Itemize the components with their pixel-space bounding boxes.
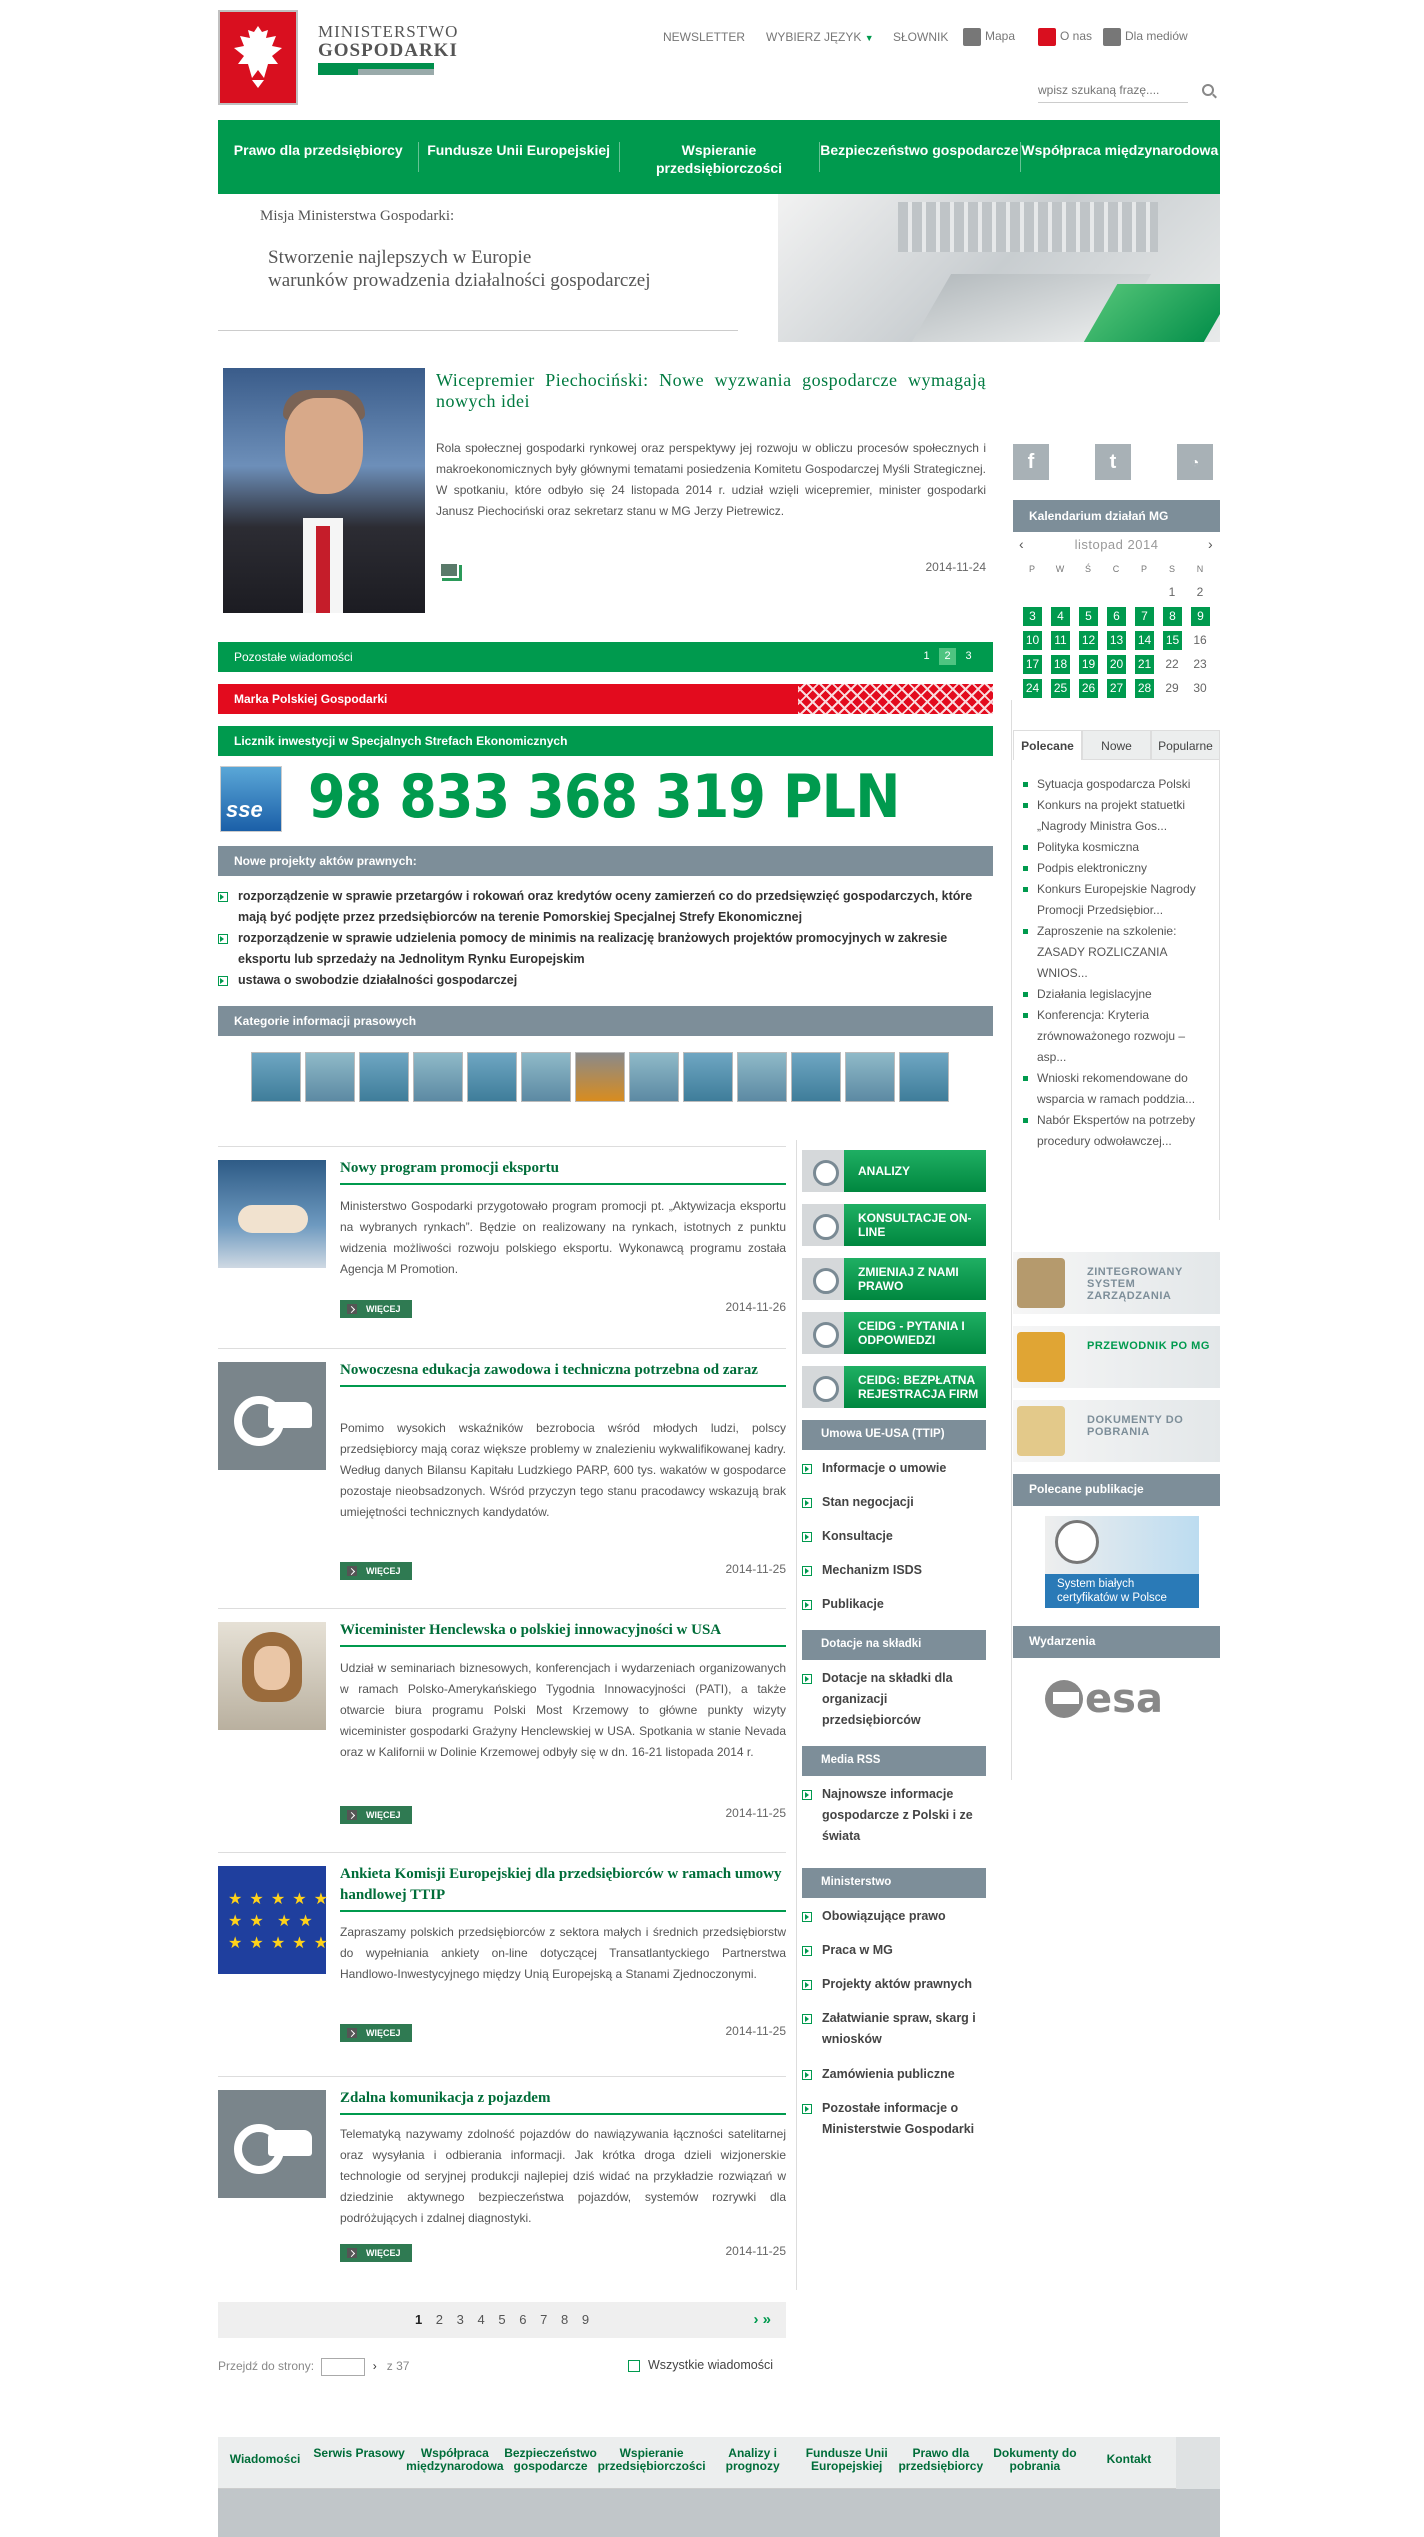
- footer-bottom: [218, 2489, 1220, 2537]
- calendar-day: [1102, 583, 1130, 602]
- gallery-icon[interactable]: [439, 562, 459, 578]
- calendar-day[interactable]: 3: [1023, 607, 1042, 626]
- page-link[interactable]: 1: [414, 2312, 423, 2327]
- page-link[interactable]: 7: [540, 2312, 548, 2327]
- social-links: [1013, 444, 1213, 480]
- page-link[interactable]: 8: [560, 2312, 569, 2327]
- ttip-link[interactable]: Informacje o umowie: [802, 1458, 986, 1479]
- brand-label: Marka Polskiej Gospodarki: [234, 692, 388, 706]
- calendar-day[interactable]: 18: [1051, 655, 1070, 674]
- nav-wspieranie[interactable]: Wspieranie przedsiębiorczości: [619, 120, 819, 194]
- calendar-day-header: N: [1196, 564, 1204, 574]
- calendar-day: 16: [1193, 633, 1207, 647]
- category-icon[interactable]: [791, 1052, 841, 1102]
- page-link[interactable]: 6: [519, 2312, 527, 2327]
- new-acts-bar: [218, 846, 993, 876]
- calendar-next-icon[interactable]: ›: [1208, 536, 1213, 552]
- category-icon[interactable]: [629, 1052, 679, 1102]
- news-title[interactable]: Nowoczesna edukacja zawodowa i techniczna potrzebna od zaraz: [340, 1360, 786, 1387]
- calendar-day[interactable]: 27: [1107, 679, 1126, 698]
- news-date: 2014-11-25: [725, 2244, 786, 2258]
- page-link[interactable]: 5: [498, 2312, 506, 2327]
- calendar-day-header: Ś: [1084, 564, 1091, 574]
- news-title[interactable]: Zdalna komunikacja z pojazdem: [340, 2088, 786, 2115]
- system-management-banner[interactable]: [1013, 1252, 1220, 1314]
- media-label: Dla mediów: [1125, 29, 1188, 44]
- chevron-down-icon: ▼: [864, 33, 874, 43]
- calendar-day[interactable]: 14: [1135, 631, 1154, 650]
- ttip-link[interactable]: Stan negocjacji: [802, 1492, 986, 1513]
- ministerstwo-link[interactable]: Zamówienia publiczne: [802, 2064, 986, 2085]
- certificates-label: System białych certyfikatów w Polsce: [1045, 1574, 1199, 1608]
- news-date: 2014-11-25: [725, 1806, 786, 1820]
- calendar-heading: Kalendarium działań MG: [1013, 500, 1220, 532]
- sse-logo[interactable]: sse: [220, 766, 282, 832]
- news-body: Pomimo wysokich wskaźników bezrobocia wśród młodych ludzi, polscy przedsiębiorcy mają coraz większe problemy w znalezieniu wykwalifikowanej kadry. Według danych Bilansu Kapitału Ludzkiego PARP, 600 tys. wakatów w gospodarce pozostaje nieobsadzonych. Wśród przyczyn tego stanu pracodawcy wskazują brak umiejętności technicznych kandydatów.: [340, 1421, 786, 1519]
- footer-link[interactable]: Kontakt: [1106, 2452, 1152, 2466]
- ceidg-faq-label: CEIDG - PYTANIA I ODPOWIEDZI: [858, 1319, 965, 1347]
- mission-slogan: [268, 246, 651, 292]
- calendar-grid: [1018, 564, 1214, 698]
- ministerstwo-link[interactable]: Załatwianie spraw, skarg i wniosków: [802, 2008, 986, 2050]
- more-button[interactable]: WIĘCEJ: [340, 1300, 412, 1318]
- other-news-bar[interactable]: [218, 642, 993, 672]
- category-icon[interactable]: [467, 1052, 517, 1102]
- footer-link[interactable]: Wiadomości: [229, 2452, 301, 2466]
- konsultacje-label: KONSULTACJE ON-LINE: [858, 1211, 972, 1239]
- mission-banner: [218, 194, 1220, 342]
- ceidg-register-button[interactable]: [802, 1366, 986, 1408]
- analizy-button[interactable]: [802, 1150, 986, 1192]
- counter-bar: [218, 726, 993, 756]
- esa-logo[interactable]: [1045, 1676, 1175, 1726]
- search-input[interactable]: [1038, 79, 1178, 101]
- divider: [218, 1608, 786, 1609]
- goto-page-input[interactable]: [321, 2358, 365, 2376]
- more-button[interactable]: WIĘCEJ: [340, 1562, 412, 1580]
- category-icon[interactable]: [845, 1052, 895, 1102]
- recommended-link[interactable]: Nabór Ekspertów na potrzeby procedury odwoławczej...: [1013, 1110, 1209, 1152]
- promo-label: ZINTEGROWANY SYSTEM ZARZĄDZANIA: [1087, 1266, 1183, 1302]
- news-body: Udział w seminariach biznesowych, konferencjach i wydarzeniach organizowanych w ramach Polsko-Amerykańskiego Tygodnia Innowacyjności (PATI), a także otwarcie biura programu Polski Most Krzemowy to główne punkty wizyty wiceminister gospodarki Grażyny Henclewskiej w USA. Spotkania w stanie Nevada oraz w Kalifornii w Dolinie Krzemowej odbyły się w dn. 16-21 listopada 2014 r.: [340, 1661, 786, 1759]
- calendar-day[interactable]: 20: [1107, 655, 1126, 674]
- esa-ring-icon: [1045, 1680, 1083, 1718]
- photo-tie: [316, 526, 330, 613]
- column-divider: [796, 1140, 797, 2290]
- signpost-icon: [1017, 1332, 1065, 1382]
- footer-navigation: [218, 2437, 1176, 2489]
- page-count: z 37: [386, 2359, 410, 2374]
- dotacje-link[interactable]: Dotacje na składki dla organizacji przedsiębiorców: [802, 1668, 986, 1731]
- recommended-link[interactable]: Polityka kosmiczna: [1013, 837, 1209, 858]
- press-category-icons: [251, 1052, 949, 1102]
- search-icon[interactable]: [1202, 84, 1214, 96]
- all-news-link[interactable]: Wszystkie wiadomości: [628, 2358, 773, 2372]
- calendar-day[interactable]: 4: [1051, 607, 1070, 626]
- footer-link[interactable]: Analizy i prognozy: [725, 2446, 780, 2473]
- analizy-label: ANALIZY: [858, 1164, 910, 1178]
- onas-link[interactable]: [1038, 28, 1092, 46]
- ministerstwo-link[interactable]: Praca w MG: [802, 1940, 986, 1961]
- eagle-icon: [232, 22, 284, 92]
- page-link[interactable]: 3: [456, 2312, 464, 2327]
- footer-link[interactable]: Serwis Prasowy: [313, 2446, 405, 2460]
- zmieniaj-prawo-button[interactable]: [802, 1258, 986, 1300]
- mini-page[interactable]: 1: [923, 650, 930, 662]
- calendar-day[interactable]: 24: [1023, 679, 1042, 698]
- calendar-day: 29: [1165, 681, 1179, 695]
- feature-title[interactable]: Wicepremier Piechociński: Nowe wyzwania gospodarcze wymagają nowych idei: [436, 370, 986, 411]
- folk-pattern: [798, 684, 993, 714]
- main-navigation: [218, 120, 1220, 194]
- more-button[interactable]: WIĘCEJ: [340, 2024, 412, 2042]
- brand-bar[interactable]: [218, 684, 993, 714]
- mission-label: Misja Ministerstwa Gospodarki:: [260, 208, 455, 224]
- category-icon[interactable]: [413, 1052, 463, 1102]
- tab-popularne[interactable]: Popularne: [1151, 730, 1220, 760]
- events-heading: Wydarzenia: [1013, 1626, 1220, 1658]
- slownik-link[interactable]: SŁOWNIK: [893, 30, 949, 44]
- calendar-day[interactable]: 8: [1163, 607, 1182, 626]
- new-acts-list: [218, 886, 993, 991]
- news-thumbnail[interactable]: [218, 1362, 326, 1470]
- goto-page: [218, 2358, 409, 2376]
- calendar-day[interactable]: 15: [1163, 631, 1182, 650]
- footer-link[interactable]: Prawo dla przedsiębiorcy: [898, 2446, 984, 2473]
- calendar-day[interactable]: 17: [1023, 655, 1042, 674]
- mini-page[interactable]: 2: [939, 648, 956, 665]
- publications-heading: Polecane publikacje: [1013, 1474, 1220, 1506]
- calendar-day[interactable]: 21: [1135, 655, 1154, 674]
- news-body: Telematyką nazywamy zdolność pojazdów do nawiązywania łączności satelitarnej oraz wysyłania i odbierania informacji. Jak krótka droga dzieli wizjonerskie technologie od seryjnej produkcji najlepiej dziś widać na przykładzie rozwiązań w dziedzinie aktywnego bezpieczeństwa pojazdów, systemów rozrywki dla podróżujących i zdalnej diagnostyki.: [340, 2127, 786, 2225]
- ttip-heading: Umowa UE-USA (TTIP): [802, 1420, 986, 1450]
- logo-bar: [318, 63, 434, 75]
- category-icon[interactable]: [737, 1052, 787, 1102]
- at-icon: [802, 1204, 844, 1246]
- calendar-month: listopad 2014: [1074, 537, 1159, 552]
- calendar-day: 30: [1193, 681, 1207, 695]
- recommended-list: [1013, 760, 1220, 1220]
- calendar-day[interactable]: 5: [1079, 607, 1098, 626]
- language-label: WYBIERZ JĘZYK: [766, 30, 862, 44]
- act-link[interactable]: ustawa o swobodzie działalności gospodarczej: [218, 970, 993, 991]
- promo-label: PRZEWODNIK PO MG: [1087, 1340, 1210, 1352]
- news-body: Ministerstwo Gospodarki przygotowało program promocji pt. „Aktywizacja eksportu na wybranych rynkach”. Będzie on realizowany na rynkach, istotnych z punktu widzenia możliwości rozwoju polskiego eksportu. Wykonawcą programu została Agencja M Promotion.: [340, 1199, 786, 1276]
- page-link[interactable]: 9: [581, 2312, 590, 2327]
- ttip-link[interactable]: Mechanizm ISDS: [802, 1560, 986, 1581]
- media-link[interactable]: [1103, 28, 1188, 46]
- calendar-day[interactable]: 26: [1079, 679, 1098, 698]
- map-icon: [963, 28, 981, 46]
- category-icon[interactable]: [359, 1052, 409, 1102]
- chess-icon: [1017, 1258, 1065, 1308]
- divider: [218, 1146, 786, 1147]
- calendar-day[interactable]: 7: [1135, 607, 1154, 626]
- calendar-day[interactable]: 28: [1135, 679, 1154, 698]
- ministerstwo-heading: Ministerstwo: [802, 1868, 986, 1898]
- news-date: 2014-11-26: [725, 1300, 786, 1314]
- act-link[interactable]: rozporządzenie w sprawie udzielenia pomocy de minimis na realizację branżowych projektów promocyjnych w zakresie eksportu lub sprzedaży na Jednolitym Rynku Europejskim: [218, 928, 993, 970]
- calendar-day-header: S: [1168, 564, 1175, 574]
- logo-wordmark[interactable]: [318, 22, 458, 60]
- more-button[interactable]: WIĘCEJ: [340, 1806, 412, 1824]
- calendar-day: 23: [1193, 657, 1207, 671]
- right-column-divider: [1011, 700, 1012, 1780]
- calendar-day[interactable]: 11: [1051, 631, 1070, 650]
- category-icon[interactable]: [251, 1052, 301, 1102]
- calendar-day[interactable]: 25: [1051, 679, 1070, 698]
- footer: [218, 2437, 1220, 2537]
- promo-label: DOKUMENTY DO POBRANIA: [1087, 1414, 1184, 1438]
- konsultacje-button[interactable]: [802, 1204, 986, 1246]
- recommended-link[interactable]: Konkurs Europejskie Nagrody Promocji Przedsiębior...: [1013, 879, 1209, 921]
- mini-page[interactable]: 3: [965, 650, 972, 662]
- calendar-day[interactable]: 10: [1023, 631, 1042, 650]
- calendar-prev-icon[interactable]: ‹: [1019, 536, 1024, 552]
- news-title[interactable]: Ankieta Komisji Europejskiej dla przedsiębiorców w ramach umowy handlowej TTIP: [340, 1864, 786, 1912]
- nav-prawo[interactable]: Prawo dla przedsiębiorcy: [233, 142, 403, 158]
- question-icon: [802, 1312, 844, 1354]
- form-icon: [802, 1366, 844, 1408]
- rss-link[interactable]: Najnowsze informacje gospodarcze z Polski i ze świata: [802, 1784, 986, 1847]
- language-select[interactable]: [766, 30, 874, 44]
- calendar-day-header: W: [1055, 564, 1065, 574]
- calendar-day: 22: [1165, 657, 1179, 671]
- recommended-link[interactable]: Wnioski rekomendowane do wsparcia w ramach poddzia...: [1013, 1068, 1209, 1110]
- nav-fundusze[interactable]: Fundusze Unii Europejskiej: [418, 120, 618, 194]
- divider: [218, 1852, 786, 1853]
- calendar-day-header: C: [1112, 564, 1120, 574]
- slogan-line-2: warunków prowadzenia działalności gospodarczej: [268, 270, 651, 291]
- go-arrow-icon[interactable]: ›: [372, 2359, 377, 2374]
- footer-link[interactable]: Fundusze Unii Europejskiej: [805, 2446, 888, 2473]
- logo-line-1: MINISTERSTWO: [318, 22, 459, 41]
- category-icon[interactable]: [305, 1052, 355, 1102]
- guide-banner[interactable]: [1013, 1326, 1220, 1388]
- folder-icon: [1017, 1406, 1065, 1456]
- calendar-day: [1074, 583, 1102, 602]
- feature-date: 2014-11-24: [925, 560, 986, 574]
- recommended-link[interactable]: Konkurs na projekt statuetki „Nagrody Ministra Gos...: [1013, 795, 1209, 837]
- footer-link[interactable]: Bezpieczeństwo gospodarcze: [504, 2446, 597, 2473]
- rss-heading: Media RSS: [802, 1746, 986, 1776]
- category-icon[interactable]: [683, 1052, 733, 1102]
- page-link[interactable]: 4: [477, 2312, 485, 2327]
- photo-face: [285, 398, 363, 494]
- newsletter-link[interactable]: NEWSLETTER: [663, 30, 746, 44]
- calendar-day: [1046, 583, 1074, 602]
- ttip-link[interactable]: Publikacje: [802, 1594, 986, 1615]
- zmieniaj-label: ZMIENIAJ Z NAMI PRAWO: [858, 1265, 959, 1293]
- building-shape: [898, 202, 1158, 252]
- paragraph-icon: [802, 1258, 844, 1300]
- feature-photo[interactable]: [223, 368, 425, 613]
- slogan-line-1: Stworzenie najlepszych w Europie: [268, 247, 532, 268]
- act-link[interactable]: rozporządzenie w sprawie przetargów i rokowań oraz kredytów oceny zamierzeń co do przedsięwzięć gospodarczych, które mają być podjęte przez przedsiębiorców na terenie Pomorskiej Specjalnej Strefy Ekonomicznej: [218, 886, 993, 928]
- calendar-day[interactable]: 13: [1107, 631, 1126, 650]
- news-thumbnail[interactable]: [218, 1866, 326, 1974]
- facebook-icon[interactable]: f: [1013, 444, 1049, 480]
- category-icon[interactable]: [575, 1052, 625, 1102]
- press-categories-label: Kategorie informacji prasowych: [234, 1014, 417, 1028]
- page: [218, 0, 1220, 2537]
- news-title[interactable]: Wiceminister Henclewska o polskiej innowacyjności w USA: [340, 1620, 786, 1647]
- divider: [218, 1348, 786, 1349]
- calendar-day[interactable]: 9: [1191, 607, 1210, 626]
- calendar-day-header: P: [1140, 564, 1147, 574]
- ttip-link[interactable]: Konsultacje: [802, 1526, 986, 1547]
- calendar-day: 2: [1196, 585, 1204, 599]
- counter-value: 98 833 368 319 PLN: [308, 762, 900, 832]
- next-page-icon[interactable]: › »: [753, 2311, 771, 2328]
- twitter-icon[interactable]: t: [1095, 444, 1131, 480]
- calendar-day[interactable]: 19: [1079, 655, 1098, 674]
- counter-label: Licznik inwestycji w Specjalnych Strefach Ekonomicznych: [234, 734, 568, 748]
- esa-label: esa: [1085, 1676, 1163, 1722]
- other-news-label: Pozostałe wiadomości: [234, 650, 353, 664]
- calendar-day[interactable]: 12: [1079, 631, 1098, 650]
- dotacje-heading: Dotacje na składki: [802, 1630, 986, 1660]
- recommended-link[interactable]: Konferencja: Kryteria zrównoważonego rozwoju – asp...: [1013, 1005, 1209, 1068]
- rss-icon[interactable]: ◔: [1177, 444, 1213, 480]
- new-acts-label: Nowe projekty aktów prawnych:: [234, 854, 417, 868]
- feature-body: Rola społecznej gospodarki rynkowej oraz perspektywy jej rozwoju w obliczu procesów społecznych i makroekonomicznych były głównymi tematami posiedzenia Komitetu Gospodarczej Myśli Strategicznej. W spotkaniu, które odbyło się 24 listopada 2014 r. udział wzięli wicepremier, minister gospodarki Janusz Piechociński oraz sekretarz stanu w MG Jerzy Pietrewicz.: [436, 441, 986, 518]
- recommended-link[interactable]: Podpis elektroniczny: [1013, 858, 1209, 879]
- calendar-day[interactable]: 6: [1107, 607, 1126, 626]
- news-body: Zapraszamy polskich przedsiębiorców z sektora małych i średnich przedsiębiorstw do wypełniania ankiety on-line dotyczącej Transatlantyckiego Partnerstwa Handlowo-Inwestycyjnego między Unią Europejską a Stanami Zjednoczonymi.: [340, 1925, 786, 1981]
- recommended-link[interactable]: Zaproszenie na szkolenie: ZASADY ROZLICZANIA WNIOS...: [1013, 921, 1209, 984]
- tab-nowe[interactable]: Nowe: [1082, 730, 1151, 760]
- calendar-day-header: P: [1028, 564, 1035, 574]
- footer-link[interactable]: Współpraca międzynarodowa: [406, 2446, 504, 2473]
- press-categories-bar: [218, 1006, 993, 1036]
- investment-counter: [218, 762, 993, 836]
- news-thumbnail[interactable]: [218, 2090, 326, 2198]
- news-title[interactable]: Nowy program promocji eksportu: [340, 1158, 786, 1185]
- ministerstwo-link[interactable]: Pozostałe informacje o Ministerstwie Gospodarki: [802, 2098, 986, 2140]
- info-icon: [1038, 28, 1056, 46]
- search-box: [1038, 79, 1188, 103]
- news-thumbnail[interactable]: [218, 1160, 326, 1268]
- nav-bezpieczenstwo[interactable]: Bezpieczeństwo gospodarcze: [819, 120, 1019, 194]
- ceidg-register-label: CEIDG: BEZPŁATNA REJESTRACJA FIRM: [858, 1373, 979, 1401]
- clock-icon: [1055, 1520, 1099, 1564]
- calendar-day: [1018, 583, 1046, 602]
- nav-wspolpraca[interactable]: Współpraca międzynarodowa: [1020, 120, 1220, 194]
- footer-link[interactable]: Wspieranie przedsiębiorczości: [597, 2446, 706, 2473]
- certificates-banner[interactable]: [1045, 1516, 1199, 1608]
- calendar-day: [1130, 583, 1158, 602]
- pagination: [218, 2302, 786, 2338]
- news-date: 2014-11-25: [725, 2024, 786, 2038]
- ministerstwo-link[interactable]: Obowiązujące prawo: [802, 1906, 986, 1927]
- top-navigation: [663, 30, 1220, 50]
- news-date: 2014-11-25: [725, 1562, 786, 1576]
- more-button[interactable]: WIĘCEJ: [340, 2244, 412, 2262]
- goto-label: Przejdź do strony:: [218, 2359, 315, 2374]
- calendar-day: 1: [1168, 585, 1176, 599]
- recommended-link[interactable]: Sytuacja gospodarcza Polski: [1013, 774, 1209, 795]
- banner-divider: [218, 330, 738, 331]
- banner-image: [778, 194, 1220, 342]
- ministerstwo-link[interactable]: Projekty aktów prawnych: [802, 1974, 986, 1995]
- divider: [218, 2076, 786, 2077]
- onas-label: O nas: [1060, 29, 1093, 44]
- logo-line-2: GOSPODARKI: [318, 40, 458, 61]
- category-icon[interactable]: [521, 1052, 571, 1102]
- pencil-icon: [1103, 28, 1121, 46]
- page-link[interactable]: 2: [435, 2312, 444, 2327]
- chart-icon: [802, 1150, 844, 1192]
- ceidg-faq-button[interactable]: [802, 1312, 986, 1354]
- recommended-link[interactable]: Działania legislacyjne: [1013, 984, 1209, 1005]
- mapa-link[interactable]: [963, 28, 1015, 46]
- logo-emblem[interactable]: [218, 10, 298, 105]
- mapa-label: Mapa: [985, 29, 1016, 44]
- footer-link[interactable]: Dokumenty do pobrania: [993, 2446, 1077, 2473]
- news-thumbnail[interactable]: [218, 1622, 326, 1730]
- tab-polecane[interactable]: Polecane: [1013, 730, 1082, 760]
- documents-banner[interactable]: [1013, 1400, 1220, 1462]
- category-icon[interactable]: [899, 1052, 949, 1102]
- mini-pager: [918, 648, 977, 665]
- recommended-tabs: [1013, 730, 1220, 760]
